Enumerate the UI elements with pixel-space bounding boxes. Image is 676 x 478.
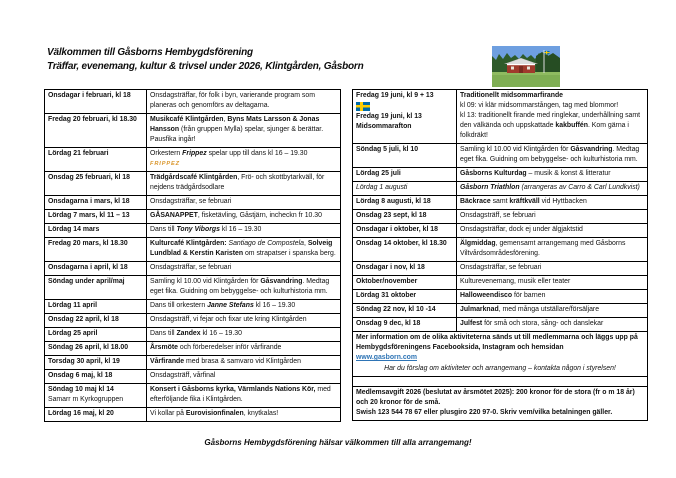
event-description — [457, 90, 648, 144]
text-segment: kl 13: traditionellt firande med ringlekar, underhållning samt den välkända och uppskattade — [460, 112, 641, 129]
event-date — [45, 328, 147, 342]
website-link[interactable]: www.gasborn.com — [356, 354, 418, 361]
event-row — [353, 144, 648, 168]
text-segment: kl 16 – 19.30 — [219, 226, 262, 233]
event-date — [45, 224, 147, 238]
text-segment: Årsmöte — [150, 344, 178, 351]
event-date — [353, 196, 457, 210]
text-segment: kl 16 – 19.30 — [200, 330, 242, 337]
text-segment: Söndag 26 april, kl 18.00 — [48, 344, 129, 351]
text-segment: Onsdagar i februari, kl 18 — [48, 92, 131, 99]
text-segment: Söndag under april/maj — [48, 278, 125, 285]
event-description — [147, 342, 341, 356]
event-row — [353, 182, 648, 196]
event-description — [457, 318, 648, 332]
info-block — [353, 332, 648, 377]
text-segment: samt — [490, 198, 510, 205]
text-segment: Onsdagarna i mars, kl 18 — [48, 198, 130, 205]
event-date — [353, 182, 457, 196]
text-segment: Onsdagsträffar, för folk i byn, varierande program som planeras och genomförs av deltagarna. — [150, 92, 315, 109]
text-segment: Orkestern — [150, 150, 183, 157]
text-segment: Trädgårdscafé Klintgården — [150, 174, 238, 181]
event-date — [45, 314, 147, 328]
event-date — [45, 276, 147, 300]
text-segment: Söndag 5 juli, kl 10 — [356, 146, 419, 153]
event-date — [353, 168, 457, 182]
text-segment: Traditionellt midsommarfirande — [460, 92, 563, 99]
text-segment: Vi kollar på — [150, 410, 186, 417]
event-row — [353, 318, 648, 332]
text-segment: , med många utställare/försäljare — [498, 306, 600, 313]
event-date — [353, 224, 457, 238]
text-segment: , gemensamt arrangemang med Gåsborns Viltvårdsområdesförening. — [460, 240, 626, 257]
text-segment: med efterföljande fika i Klintgården. — [150, 386, 331, 403]
text-segment: Musikcafé Klintgården — [150, 116, 224, 123]
text-segment: Lördag 21 februari — [48, 150, 109, 157]
event-date — [45, 300, 147, 314]
event-date — [45, 342, 147, 356]
event-row — [45, 384, 341, 408]
text-segment: Kulturcafé Klintgården: — [150, 240, 227, 247]
event-row — [45, 276, 341, 300]
title-line-2: Träffar, evenemang, kultur & trivsel under 2026, Klintgården, Gåsborn — [47, 61, 364, 72]
event-description — [147, 356, 341, 370]
event-row — [45, 172, 341, 196]
event-description — [457, 224, 648, 238]
text-segment: – musik & konst & litteratur — [526, 170, 611, 177]
text-segment: , — [303, 240, 308, 247]
klintgarden-photo — [492, 46, 560, 87]
text-segment: Onsdagsträffar, dock ej under älgjaktstid — [460, 226, 583, 233]
event-description — [147, 370, 341, 384]
text-segment: Dans till — [150, 330, 177, 337]
text-segment: Onsdagsträffar, se februari — [150, 264, 232, 271]
event-description — [457, 144, 648, 168]
text-segment: Fredag 19 juni, kl 9 + 13 — [356, 92, 434, 99]
text-segment: Onsdag 23 sept, kl 18 — [356, 212, 427, 219]
event-date — [353, 210, 457, 224]
text-segment: Lördag 14 mars — [48, 226, 100, 233]
text-segment: , — [223, 116, 228, 123]
text-segment: Lördag 11 april — [48, 302, 98, 309]
text-segment: . Kom gärna i folkdräkt! — [460, 122, 629, 139]
text-segment: Lördag 8 augusti, kl 18 — [356, 198, 431, 205]
text-segment: Onsdagsträff, vårfinal — [150, 372, 216, 379]
text-segment: Julfest — [460, 320, 483, 327]
event-description — [147, 224, 341, 238]
event-row — [45, 238, 341, 262]
event-row — [45, 148, 341, 172]
event-description — [147, 314, 341, 328]
event-description — [147, 276, 341, 300]
text-segment: Julmarknad — [460, 306, 499, 313]
text-segment: Byns Mats Larsson & Jonas Hansson — [150, 116, 320, 133]
text-segment: för små och stora, sång- och danslekar — [482, 320, 604, 327]
text-segment: Halloweendisco — [460, 292, 513, 299]
event-row — [353, 304, 648, 318]
event-date — [45, 356, 147, 370]
event-row — [45, 114, 341, 148]
event-row — [45, 210, 341, 224]
text-segment: GÅSANAPPET — [150, 212, 198, 219]
fee-line-1: Medlemsavgift 2026 (beslutat av årsmötet 2025): 200 kronor för de stora (fr o m 18 år) och 20 kronor för de små. — [356, 389, 635, 406]
text-segment: (arrangeras av Carro & Carl Lundkvist) — [519, 184, 640, 191]
text-segment: Onsdagar i oktober, kl 18 — [356, 226, 438, 233]
fee-row — [353, 387, 648, 421]
event-description — [147, 300, 341, 314]
event-row — [353, 290, 648, 304]
event-row — [45, 196, 341, 210]
event-row — [45, 328, 341, 342]
event-row — [353, 224, 648, 238]
event-description — [147, 148, 341, 172]
events-table-autumn — [352, 89, 648, 421]
spacer-cell — [353, 377, 648, 387]
event-row — [45, 90, 341, 114]
membership-fee-block — [353, 387, 648, 421]
text-segment: Samling kl 10.00 vid Klintgården för — [150, 278, 261, 285]
event-row — [353, 238, 648, 262]
event-row — [353, 196, 648, 210]
event-date — [45, 370, 147, 384]
event-date — [45, 90, 147, 114]
event-description — [457, 276, 648, 290]
event-date — [353, 238, 457, 262]
text-segment: Tony Viborgs — [176, 226, 220, 233]
event-description — [457, 238, 648, 262]
text-segment: Konsert i Gåsborns kyrka, Värmlands Nations Kör, — [150, 386, 316, 393]
text-segment: kakbuffén — [555, 122, 588, 129]
event-description — [147, 90, 341, 114]
event-date — [45, 210, 147, 224]
event-row — [45, 314, 341, 328]
text-segment: Samling kl 10.00 vid Klintgården för — [460, 146, 571, 153]
event-description — [457, 182, 648, 196]
text-segment: Solveig Lundblad & Kerstin Karisten — [150, 240, 333, 257]
text-segment: Söndag 22 nov, kl 10 -14 — [356, 306, 436, 313]
text-segment: om strapatser i spanska berg. — [243, 250, 336, 257]
text-segment: Onsdag 25 februari, kl 18 — [48, 174, 130, 181]
event-date — [353, 276, 457, 290]
event-row — [353, 276, 648, 290]
text-segment: (från gruppen Mylla) spelar, sjunger & berättar. Pausfika ingår! — [150, 126, 324, 143]
spacer-row — [353, 377, 648, 387]
text-segment: vid Hyttbacken — [539, 198, 587, 205]
text-segment: Eurovisionfinalen — [185, 410, 244, 417]
text-segment: . Medtag eget fika. Guidning om bebyggelse- och kulturhistoria mm. — [150, 278, 330, 295]
text-segment: Lördag 31 oktober — [356, 292, 417, 299]
text-segment: Söndag 10 maj kl 14 — [48, 386, 114, 393]
event-date — [353, 262, 457, 276]
event-description — [457, 210, 648, 224]
text-segment: Zandex — [176, 330, 201, 337]
text-segment: och förberedelser inför vårfirande — [177, 344, 282, 351]
info-note: Har du förslag om aktiviteter och arrangemang – kontakta någon i styrelsen! — [384, 365, 616, 372]
text-segment: Torsdag 30 april, kl 19 — [48, 358, 120, 365]
text-segment: Lördag 1 augusti — [356, 184, 408, 191]
text-segment: Lördag 25 april — [48, 330, 98, 337]
event-description — [457, 304, 648, 318]
text-segment: Kulturevenemang, musik eller teater — [460, 278, 571, 285]
text-segment: Fredag 20 mars, kl 18.30 — [48, 240, 128, 247]
event-row — [45, 408, 341, 422]
event-date — [353, 304, 457, 318]
event-row — [353, 90, 648, 144]
fee-line-2: Swish 123 544 78 67 eller plusgiro 220 97-0. Skriv vem/vilka betalningen gäller. — [356, 409, 613, 416]
event-description — [147, 408, 341, 422]
text-segment: , knytkalas! — [243, 410, 279, 417]
event-date — [45, 196, 147, 210]
event-date — [353, 90, 457, 144]
event-row — [353, 262, 648, 276]
event-description — [147, 114, 341, 148]
event-row — [45, 370, 341, 384]
event-date — [353, 290, 457, 304]
event-description — [457, 168, 648, 182]
event-date — [353, 318, 457, 332]
event-row — [353, 210, 648, 224]
text-segment: Onsdag 9 dec, kl 18 — [356, 320, 421, 327]
info-text: Mer information om de olika aktiviteterna sänds ut till medlemmarna och läggs upp på Hembygdsföreningens Facebooksida, Instagram och hemsidan — [356, 334, 638, 351]
event-description — [147, 172, 341, 196]
text-segment: Gåsborns Kulturdag — [460, 170, 527, 177]
text-segment: Gåsvandring — [260, 278, 303, 285]
text-segment: Onsdagsträff, vi fejar och fixar ute kring Klintgården — [150, 316, 307, 323]
text-segment: Onsdag 6 maj, kl 18 — [48, 372, 113, 379]
event-row — [45, 356, 341, 370]
event-row — [45, 342, 341, 356]
events-table-spring — [44, 89, 341, 422]
event-date — [45, 238, 147, 262]
text-segment: Janne Stefans — [207, 302, 254, 309]
event-row — [45, 300, 341, 314]
text-segment: , Frö- och skottbytarkväll, för nejdens trädgårdsodlare — [150, 174, 325, 191]
text-segment: Vårfirande — [150, 358, 185, 365]
text-segment: Onsdag 22 april, kl 18 — [48, 316, 119, 323]
event-date — [45, 148, 147, 172]
event-description — [147, 262, 341, 276]
text-segment: kl 16 – 19.30 — [253, 302, 296, 309]
event-row — [45, 262, 341, 276]
event-description — [147, 384, 341, 408]
text-segment: Frippez — [182, 150, 207, 157]
info-row — [353, 332, 648, 377]
text-segment: Fredag 19 juni, kl 13 — [356, 113, 422, 121]
text-segment: Santiago de Compostela — [228, 240, 304, 247]
event-description — [457, 196, 648, 210]
event-description — [147, 238, 341, 262]
text-segment: Onsdagar i nov, kl 18 — [356, 264, 425, 271]
text-segment: Lördag 7 mars, kl 11 – 13 — [48, 212, 130, 219]
text-segment: med brasa & samvaro vid Klintgården — [184, 358, 301, 365]
text-segment: , fisketävling, Gåstjärn, incheckn fr 10.30 — [197, 212, 322, 219]
text-segment: kl 09: vi klär midsommarstången, tag med blommor! — [460, 102, 619, 109]
event-description — [147, 328, 341, 342]
footer-text: Gåsborns Hembygdsförening hälsar välkommen till alla arrangemang! — [204, 438, 472, 447]
event-date — [45, 384, 147, 408]
event-description — [147, 210, 341, 224]
event-row — [353, 168, 648, 182]
text-segment: Onsdagsträffar, se februari — [150, 198, 232, 205]
text-segment: Dans till orkestern — [150, 302, 208, 309]
text-segment: kräftkväll — [509, 198, 540, 205]
event-date — [45, 172, 147, 196]
text-segment: för barnen — [512, 292, 546, 299]
text-segment: Dans till — [150, 226, 177, 233]
text-segment: Onsdagarna i april, kl 18 — [48, 264, 128, 271]
event-description — [457, 262, 648, 276]
text-segment: Älgmiddag — [460, 240, 496, 247]
text-segment: spelar upp till dans kl 16 – 19.30 — [206, 150, 308, 157]
text-segment: Lördag 16 maj, kl 20 — [48, 410, 114, 417]
text-segment: . Medtag eget fika. Guidning om bebyggelse- och kulturhistoria mm. — [460, 146, 640, 163]
event-date — [45, 408, 147, 422]
event-description — [457, 290, 648, 304]
title-line-1: Välkommen till Gåsborns Hembygdsförening — [47, 47, 253, 58]
text-segment: Midsommarafton — [356, 123, 412, 131]
frippez-logo: FRIPPEZ — [150, 161, 180, 167]
page-title — [47, 46, 364, 74]
text-segment: Onsdagsträff, se februari — [460, 212, 536, 219]
event-row — [45, 224, 341, 238]
text-segment: Lördag 25 juli — [356, 170, 401, 177]
sweden-flag-icon — [356, 102, 370, 111]
text-segment: Samarr m Kyrkogruppen — [48, 396, 124, 403]
text-segment: Bäckrace — [460, 198, 491, 205]
text-segment: Onsdag 14 oktober, kl 18.30 — [356, 240, 447, 247]
text-segment: Onsdagsträffar, se februari — [460, 264, 542, 271]
text-segment: Gåsvandring — [570, 146, 613, 153]
event-date — [45, 262, 147, 276]
event-date — [45, 114, 147, 148]
text-segment: Fredag 20 februari, kl 18.30 — [48, 116, 137, 123]
text-segment: Oktober/november — [356, 278, 418, 285]
event-description — [147, 196, 341, 210]
event-date — [353, 144, 457, 168]
text-segment: Gåsborn Triathlon — [460, 184, 520, 191]
